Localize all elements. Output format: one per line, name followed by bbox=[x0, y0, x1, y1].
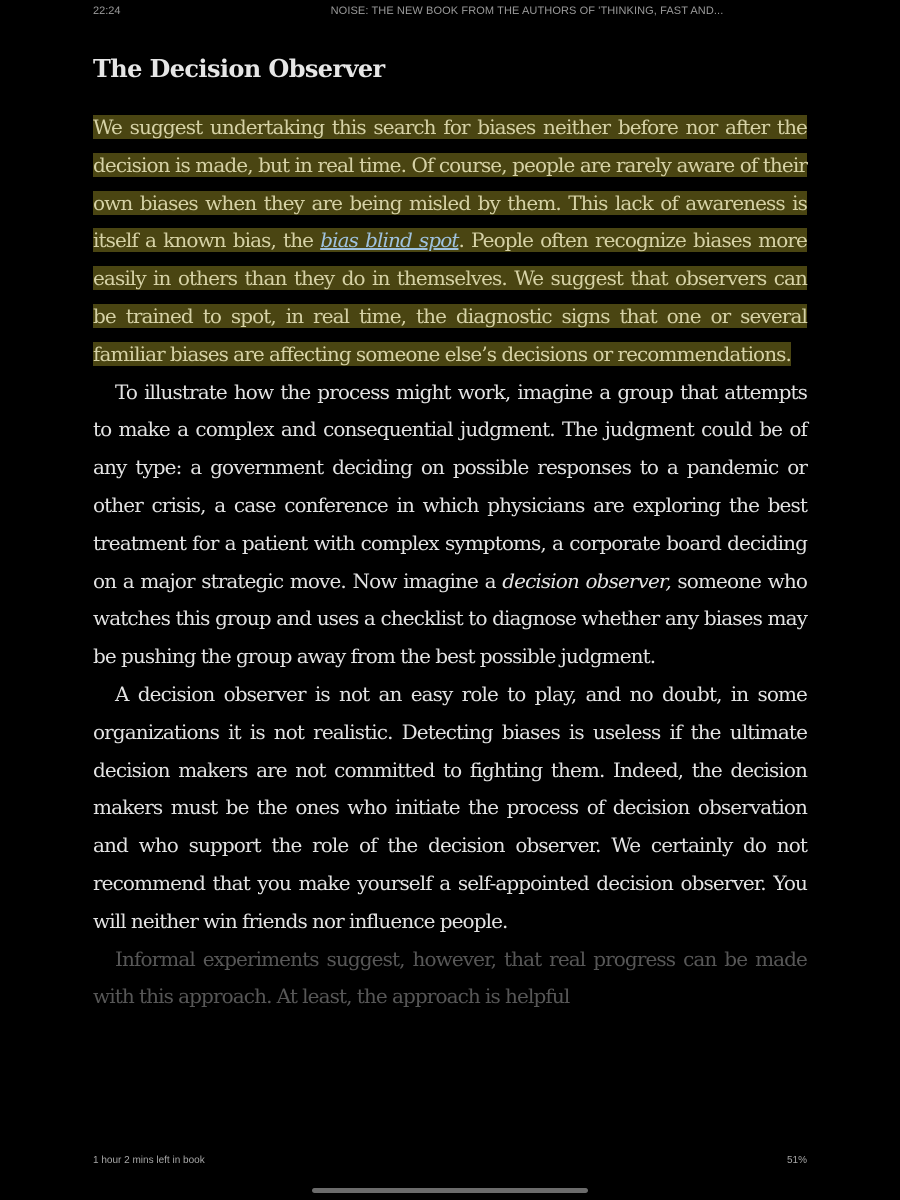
text-highlight[interactable]: We suggest undertaking this search for biases neither before nor after the decision is made, but in real time. Of course, people are rarely aware of their own biases when they are being misled by them. This lack of awareness is itself a known bias, the bias blind spot. People often recognize biases more easily in others than they do in themselves. We suggest that observers can be trained to spot, in real time, the diagnostic signs that one or several familiar biases are affecting someone else’s decisions or recommendations. bbox=[93, 115, 807, 366]
paragraph: A decision observer is not an easy role to play, and no doubt, in some organizations it is not realistic. Detecting biases is useless if the ultimate decision makers are not committed to fighting them. Indeed, the decision makers must be the ones who initiate the process of decision observation and who support the role of the decision observer. We certainly do not recommend that you make yourself a self-appointed decision observer. You will neither win friends nor influence people. bbox=[93, 681, 807, 933]
status-bar bbox=[0, 0, 900, 26]
section-heading: The Decision Observer bbox=[93, 54, 385, 83]
progress-percent: 51% bbox=[783, 1155, 807, 1166]
book-title[interactable]: NOISE: THE NEW BOOK FROM THE AUTHORS OF 'THINKING, FAST AND... bbox=[330, 5, 724, 17]
time-left-label: 1 hour 2 mins left in book bbox=[93, 1155, 209, 1166]
reading-page[interactable] bbox=[93, 48, 807, 1016]
emphasis: decision observer, bbox=[502, 568, 671, 593]
clock: 22:24 bbox=[93, 5, 121, 17]
paragraph: To illustrate how the process might work, imagine a group that attempts to make a complex and consequential judgment. The judgment could be of any type: a government deciding on possible responses to a pandemic or other crisis, a case conference in which physicians are exploring the best treatment for a patient with complex symptoms, a corporate board deciding on a major strategic move. Now imagine a decision observer, someone who watches this group and uses a checklist to diagnose whether any biases may be pushing the group away from the best possible judgment. bbox=[93, 379, 807, 669]
home-indicator[interactable] bbox=[312, 1188, 588, 1193]
highlighted-paragraph[interactable] bbox=[93, 109, 807, 374]
bias-blind-spot-link[interactable]: bias blind spot bbox=[320, 228, 459, 253]
next-page-preview: Informal experiments suggest, however, that real progress can be made with this approach. At least, the approach is helpful bbox=[93, 946, 807, 1009]
